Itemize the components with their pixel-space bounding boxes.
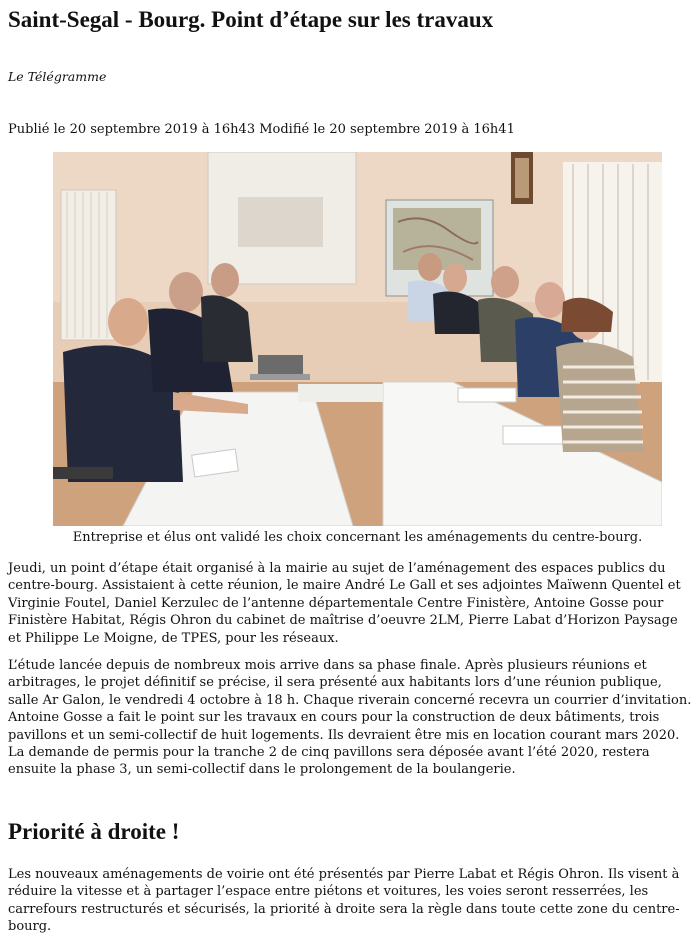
section-heading: Priorité à droite !	[8, 819, 180, 844]
meeting-room-photo	[53, 152, 662, 526]
section-paragraph: Les nouveaux aménagements de voirie ont été présentés par Pierre Labat et Régis Ohron. Ils visent à réduire la vitesse et à partager l’espace entre piétons et voitures, les voies seront resserrées, les carrefours restructurés et sécurisés, la priorité à droite sera la règle dans toute cette zone du centre-bourg.	[8, 867, 680, 935]
article-paragraph-2: L’étude lancée depuis de nombreux mois arrive dans sa phase finale. Après plusieurs réunions et arbitrages, le projet définitif se précise, il sera présenté aux habitants lors d’une réunion publique, salle Ar Galon, le vendredi 4 octobre à 18 h. Chaque riverain concerné recevra un courrier d’invitation. Antoine Gosse a fait le point sur les travaux en cours pour la construction de deux bâtiments, trois pavillons et un semi-collectif de huit logements. Ils devraient être mis en location courant mars 2020. La demande de permis pour la tranche 2 de cinq pavillons sera déposée avant l’été 2020, restera ensuite la phase 3, un semi-collectif dans le prolongement de la boulangerie.	[8, 658, 692, 778]
article-title: Saint-Segal - Bourg. Point d’étape sur les travaux	[8, 7, 494, 32]
photo-caption: Entreprise et élus ont validé les choix concernant les aménagements du centre-bourg.	[72, 530, 643, 545]
article-photo	[53, 152, 662, 526]
article-paragraph-1: Jeudi, un point d’étape était organisé à la mairie au sujet de l’aménagement des espaces publics du centre-bourg. Assistaient à cette réunion, le maire André Le Gall et ses adjointes Maïwenn Quentel et Virginie Foutel, Daniel Kerzulec de l’antenne départementale Centre Finistère, Antoine Gosse pour Finistère Habitat, Régis Ohron du cabinet de maîtrise d’oeuvre 2LM, Pierre Labat d’Horizon Paysage et Philippe Le Moigne, de TPES, pour les réseaux.	[8, 561, 681, 646]
article-source: Le Télégramme	[8, 69, 107, 84]
article-dateline: Publié le 20 septembre 2019 à 16h43 Modifié le 20 septembre 2019 à 16h41	[8, 122, 515, 137]
